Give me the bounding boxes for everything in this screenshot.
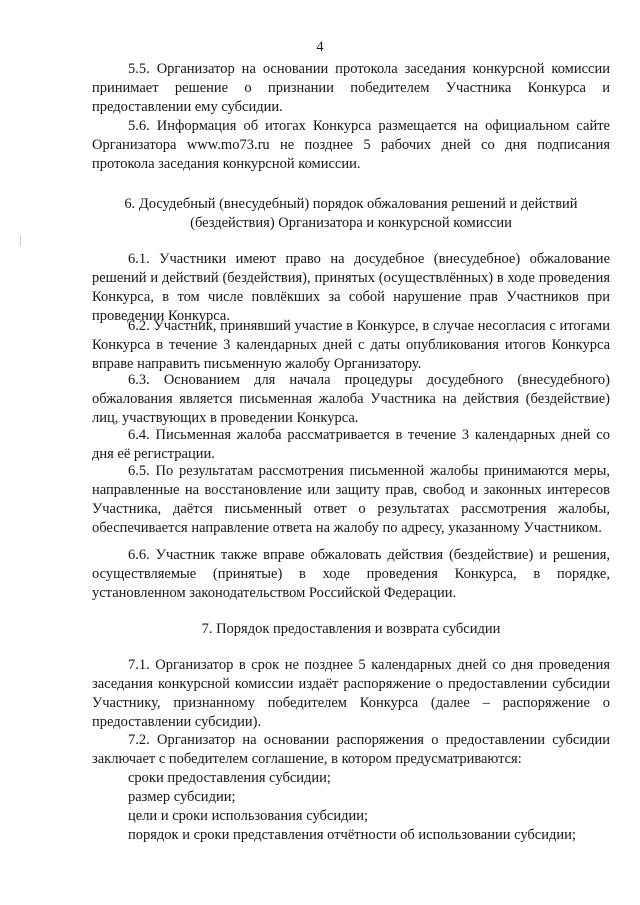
- scan-margin-mark: [20, 236, 21, 246]
- section-6-heading-line2: (бездействия) Организатора и конкурсной комиссии: [190, 215, 512, 231]
- list-item-terms: сроки предоставления субсидии;: [128, 770, 331, 786]
- list-item-reporting: порядок и сроки представления отчётности об использовании субсидии;: [128, 827, 576, 843]
- paragraph-6-5: 6.5. По результатам рассмотрения письменной жалобы принимаются меры, направленные на восстановление или защиту прав, свобод и законных интересов Участника, даётся письменный ответ о результатах рассмотрения жалобы, обеспечивается направление ответа на жалобу по адресу, указанному Участником.: [92, 463, 610, 537]
- paragraph-5-5: 5.5. Организатор на основании протокола заседания конкурсной комиссии принимает решение о признании победителем Участника Конкурса и предоставлении ему субсидии.: [92, 61, 610, 116]
- page-number: 4: [316, 39, 324, 55]
- list-item-purposes: цели и сроки использования субсидии;: [128, 808, 369, 824]
- list-item-amount: размер субсидии;: [128, 789, 236, 805]
- paragraph-7-2: 7.2. Организатор на основании распоряжения о предоставлении субсидии заключает с победителем соглашение, в котором предусматриваются:: [92, 732, 610, 768]
- paragraph-6-6: 6.6. Участник также вправе обжаловать действия (бездействие) и решения, осуществляемые (принятые) в ходе проведения Конкурса, в порядке, установленном законодательством Российской Федерации.: [92, 547, 610, 602]
- section-6-heading-line1: 6. Досудебный (внесудебный) порядок обжалования решений и действий: [124, 196, 578, 212]
- paragraph-6-3: 6.3. Основанием для начала процедуры досудебного (внесудебного) обжалования является письменная жалоба Участника на действия (бездействие) лиц, участвующих в проведении Конкурса.: [92, 372, 610, 427]
- paragraph-5-6: 5.6. Информация об итогах Конкурса размещается на официальном сайте Организатора www.mo73.ru не позднее 5 рабочих дней со дня подписания протокола заседания конкурсной комиссии.: [92, 118, 610, 173]
- section-7-heading: 7. Порядок предоставления и возврата субсидии: [201, 621, 501, 637]
- paragraph-6-1: 6.1. Участники имеют право на досудебное (внесудебное) обжалование решений и действий (бездействия), принятых (осуществлённых) в ходе проведения Конкурса, в том числе повлёкших за собой нарушение прав Участников при проведении Конкурса.: [92, 251, 610, 325]
- paragraph-6-4: 6.4. Письменная жалоба рассматривается в течение 3 календарных дней со дня её регистрации.: [92, 427, 610, 463]
- paragraph-6-2: 6.2. Участник, принявший участие в Конкурсе, в случае несогласия с итогами Конкурса в течение 3 календарных дней с даты опубликования итогов Конкурса вправе направить письменную жалобу Организатору.: [92, 318, 610, 373]
- paragraph-7-1: 7.1. Организатор в срок не позднее 5 календарных дней со дня проведения заседания конкурсной комиссии издаёт распоряжение о предоставлении субсидии Участнику, признанному победителем Конкурса (далее – распоряжение о предоставлении субсидии).: [92, 657, 610, 731]
